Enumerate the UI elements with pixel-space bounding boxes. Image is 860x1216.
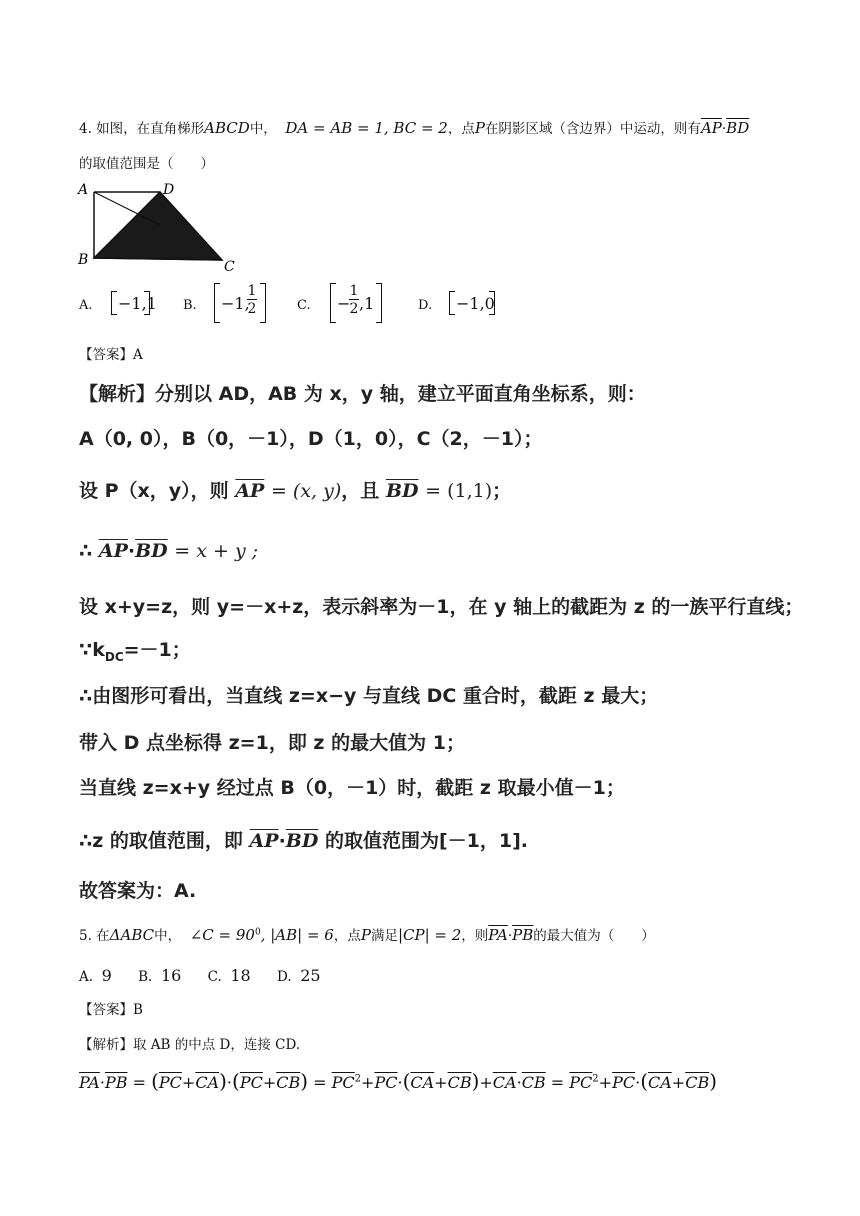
q4-option-b-letter: B.	[183, 298, 197, 313]
q5-f-ca3: $\overline{CA}$	[492, 1073, 517, 1092]
q5-f-sq1: 2	[354, 1073, 362, 1085]
q5-stem-part6: 的最大值为（ ）	[533, 928, 655, 944]
q5-f-eq2: =	[313, 1073, 327, 1092]
q5-f-cb3: $\overline{CB}$	[521, 1073, 546, 1092]
q4-option-d-letter: D.	[418, 298, 433, 313]
q4-vector-ap-line4: $\overline{AP}$	[98, 540, 128, 562]
q5-f-dot3: ·	[397, 1073, 403, 1092]
q5-stem-line	[79, 928, 655, 944]
q5-option-c-value: 18	[230, 966, 251, 985]
q4-vector-bd-line3: $\overline{BD}$	[385, 480, 419, 502]
q4-k: ∵k	[79, 639, 105, 661]
q5-dot: ·	[507, 928, 513, 944]
q5-option-a-letter: A.	[79, 969, 94, 985]
q4-vector-ap-line3: $\overline{AP}$	[235, 480, 265, 502]
q4-dot-line10: ·	[278, 830, 286, 852]
q5-option-b-value: 16	[160, 966, 182, 985]
q4-vector-ap: $\overline{AP}$	[700, 119, 722, 137]
q5-option-c-letter: C.	[207, 969, 222, 985]
q4-analysis-line7: ∴由图形可看出，当直线 z=x−y 与直线 DC 重合时，截距 z 最大；	[79, 685, 659, 707]
q5-f-plus5: +	[479, 1073, 493, 1092]
q4-stem-part4: 在阴影区域（含边界）中运动，则有	[484, 121, 701, 137]
q5-stem-part5: ，则	[461, 928, 489, 944]
label-b: B	[78, 252, 89, 268]
q4-stem-part3: ，点	[447, 121, 475, 137]
q4-stem-part2: 中，	[249, 121, 277, 137]
q5-f-pa: $\overline{PA}$	[79, 1073, 100, 1092]
q4-option-c-fraction	[349, 283, 359, 318]
q5-f-lp2: (	[232, 1069, 240, 1093]
label-d: D	[163, 182, 175, 198]
q5-f-dot1: ·	[99, 1073, 105, 1092]
q4-dot-line4: ·	[127, 540, 136, 562]
q5-f-plus3: +	[361, 1073, 375, 1092]
q5-vector-pa: $\overline{PA}$	[488, 926, 508, 944]
q4-option-a-value: −1,1	[118, 294, 157, 313]
q5-f-sq2: 2	[592, 1073, 599, 1085]
q5-answer: 【答案】B	[79, 1002, 143, 1018]
q4-therefore: ∴	[79, 540, 93, 562]
q4-ap-eq: = (x, y)	[270, 480, 342, 502]
q5-f-plus4: +	[434, 1073, 448, 1092]
q4-option-c-neg: −	[337, 294, 351, 313]
q4-option-b-fraction	[247, 283, 257, 318]
q4-range-result: 的取值范围为[－1，1].	[324, 830, 528, 852]
q4-bd-eq: = (1,1)	[425, 480, 493, 502]
q4-analysis-line11: 故答案为：A.	[79, 880, 197, 902]
q4-option-a-bracket-right	[144, 291, 150, 315]
q4-option-a-bracket-left	[111, 291, 117, 315]
q5-formula	[79, 1071, 717, 1091]
q5-options	[79, 968, 321, 985]
q4-option-d-bracket-right	[489, 291, 495, 315]
q5-f-pc1: $\overline{PC}$	[158, 1073, 182, 1092]
q4-vector-ap-line10: $\overline{AP}$	[249, 830, 279, 852]
q5-f-dot4: ·	[516, 1073, 522, 1092]
q5-f-pc3: $\overline{PC}$	[331, 1073, 355, 1092]
q4-dot-eq: = x + y ;	[174, 540, 259, 562]
q4-condition: DA = AB = 1, BC = 2	[285, 119, 448, 137]
q5-cp: |CP| = 2	[397, 926, 462, 944]
q4-option-b-bracket-right	[260, 283, 266, 323]
q5-f-rp2: )	[300, 1069, 309, 1093]
q4-analysis-line8: 带入 D 点坐标得 z=1，即 z 的最大值为 1；	[79, 732, 465, 754]
q4-stem-part1: 4. 如图，在直角梯形	[79, 121, 205, 137]
q4-analysis-line4	[79, 542, 258, 561]
q5-f-pc4: $\overline{PC}$	[374, 1073, 398, 1092]
q5-f-rp3: )	[471, 1069, 480, 1093]
q5-option-b-letter: B.	[138, 969, 153, 985]
q5-f-plus2: +	[262, 1073, 277, 1092]
q5-f-pc5: $\overline{PC}$	[569, 1073, 593, 1092]
q4-stem-line2: 的取值范围是（ ）	[79, 156, 214, 172]
q4-point: P	[474, 119, 485, 137]
q5-f-ca4: $\overline{CA}$	[648, 1073, 672, 1092]
q5-f-cb4: $\overline{CB}$	[685, 1073, 710, 1092]
q5-f-lp3: (	[402, 1069, 411, 1093]
q5-f-ca1: $\overline{CA}$	[195, 1073, 220, 1092]
q4-vector-bd-line10: $\overline{BD}$	[285, 830, 319, 852]
q5-option-d-value: 25	[300, 966, 321, 985]
q5-angle-sup: 0	[254, 927, 261, 938]
label-a: A	[78, 182, 89, 198]
q4-k-value: =－1；	[123, 639, 191, 661]
q5-point: P	[360, 926, 371, 944]
q5-option-d-letter: D.	[276, 969, 292, 985]
q4-set-p: 设 P（x，y），则	[79, 480, 229, 502]
q5-stem-part3: ，点	[333, 928, 361, 944]
q4-dot: ·	[721, 121, 727, 137]
q5-option-a-value: 9	[101, 966, 112, 985]
q5-f-rp1: )	[219, 1069, 227, 1093]
q5-f-dot2: ·	[226, 1073, 233, 1092]
q4-option-c-bracket-right	[376, 283, 382, 323]
q5-triangle: ΔABC	[109, 926, 155, 944]
q4-vector-bd: $\overline{BD}$	[726, 119, 750, 137]
q5-f-eq1: =	[132, 1073, 146, 1092]
q4-range-intro: ∴z 的取值范围，即	[79, 830, 243, 852]
q5-f-plus7: +	[671, 1073, 686, 1092]
q4-option-b-left: −1,	[221, 294, 250, 313]
q5-f-plus1: +	[181, 1073, 196, 1092]
q4-analysis-line3	[79, 482, 511, 501]
q4-analysis-line1: 【解析】分别以 AD，AB 为 x，y 轴，建立平面直角坐标系，则：	[79, 383, 646, 405]
q4-option-c-right: ,1	[359, 294, 375, 313]
q5-stem-part1: 5. 在	[79, 928, 110, 944]
q4-and: ，且	[341, 480, 380, 502]
q4-semicolon: ；	[492, 480, 512, 502]
q4-analysis-line9: 当直线 z=x+y 经过点 B（0，－1）时，截距 z 取最小值－1；	[79, 777, 625, 799]
q5-angle-c: ∠C = 90	[189, 926, 255, 944]
label-c: C	[224, 259, 235, 275]
q5-f-eq3: =	[550, 1073, 565, 1092]
q4-option-d-value: −1,0	[456, 294, 495, 313]
q4-answer: 【答案】A	[79, 347, 143, 363]
q4-option-d-bracket-left	[449, 291, 455, 315]
q5-stem-part2: 中，	[154, 928, 182, 944]
q4-option-c-numerator: 1	[349, 283, 359, 299]
q5-f-plus6: +	[598, 1073, 613, 1092]
q5-f-dot5: ·	[635, 1073, 641, 1092]
q4-analysis-line2: A（0, 0），B（0，－1），D（1，0），C（2，－1）；	[79, 428, 543, 450]
q5-stem-part4: 满足	[370, 928, 398, 944]
q4-option-c-denominator: 2	[349, 301, 359, 317]
q5-f-cb1: $\overline{CB}$	[276, 1073, 301, 1092]
q4-k-subscript: DC	[104, 649, 124, 664]
q5-f-cb2: $\overline{CB}$	[447, 1073, 472, 1092]
q4-option-a-letter: A.	[79, 298, 93, 313]
q5-analysis: 【解析】取 AB 的中点 D，连接 CD.	[79, 1037, 301, 1053]
q5-f-lp1: (	[151, 1069, 159, 1093]
q4-trapezoid-name: ABCD	[204, 119, 250, 137]
q5-f-pb: $\overline{PB}$	[104, 1073, 128, 1092]
trapezoid-figure	[76, 180, 246, 275]
q4-option-c-letter: C.	[297, 298, 311, 313]
q4-analysis-line5: 设 x+y=z，则 y=－x+z，表示斜率为－1，在 y 轴上的截距为 z 的一族平行直线；	[79, 596, 804, 618]
q4-option-b-numerator: 1	[247, 283, 257, 299]
q4-option-c-bracket-left	[330, 283, 336, 323]
q4-analysis-line10	[79, 832, 528, 851]
q5-f-lp4: (	[640, 1069, 648, 1093]
q5-f-rp4: )	[709, 1069, 718, 1093]
q5-vector-pb: $\overline{PB}$	[512, 926, 534, 944]
q4-analysis-line6	[79, 641, 191, 663]
q5-f-pc6: $\overline{PC}$	[612, 1073, 636, 1092]
q5-f-ca2: $\overline{CA}$	[410, 1073, 435, 1092]
q4-option-b-bracket-left	[214, 283, 220, 323]
q4-vector-bd-line4: $\overline{BD}$	[135, 540, 168, 562]
q4-stem-line	[79, 121, 749, 137]
q4-option-b-denominator: 2	[247, 301, 257, 317]
q5-ab-length: , |AB| = 6	[260, 926, 334, 944]
q5-f-pc2: $\overline{PC}$	[239, 1073, 263, 1092]
